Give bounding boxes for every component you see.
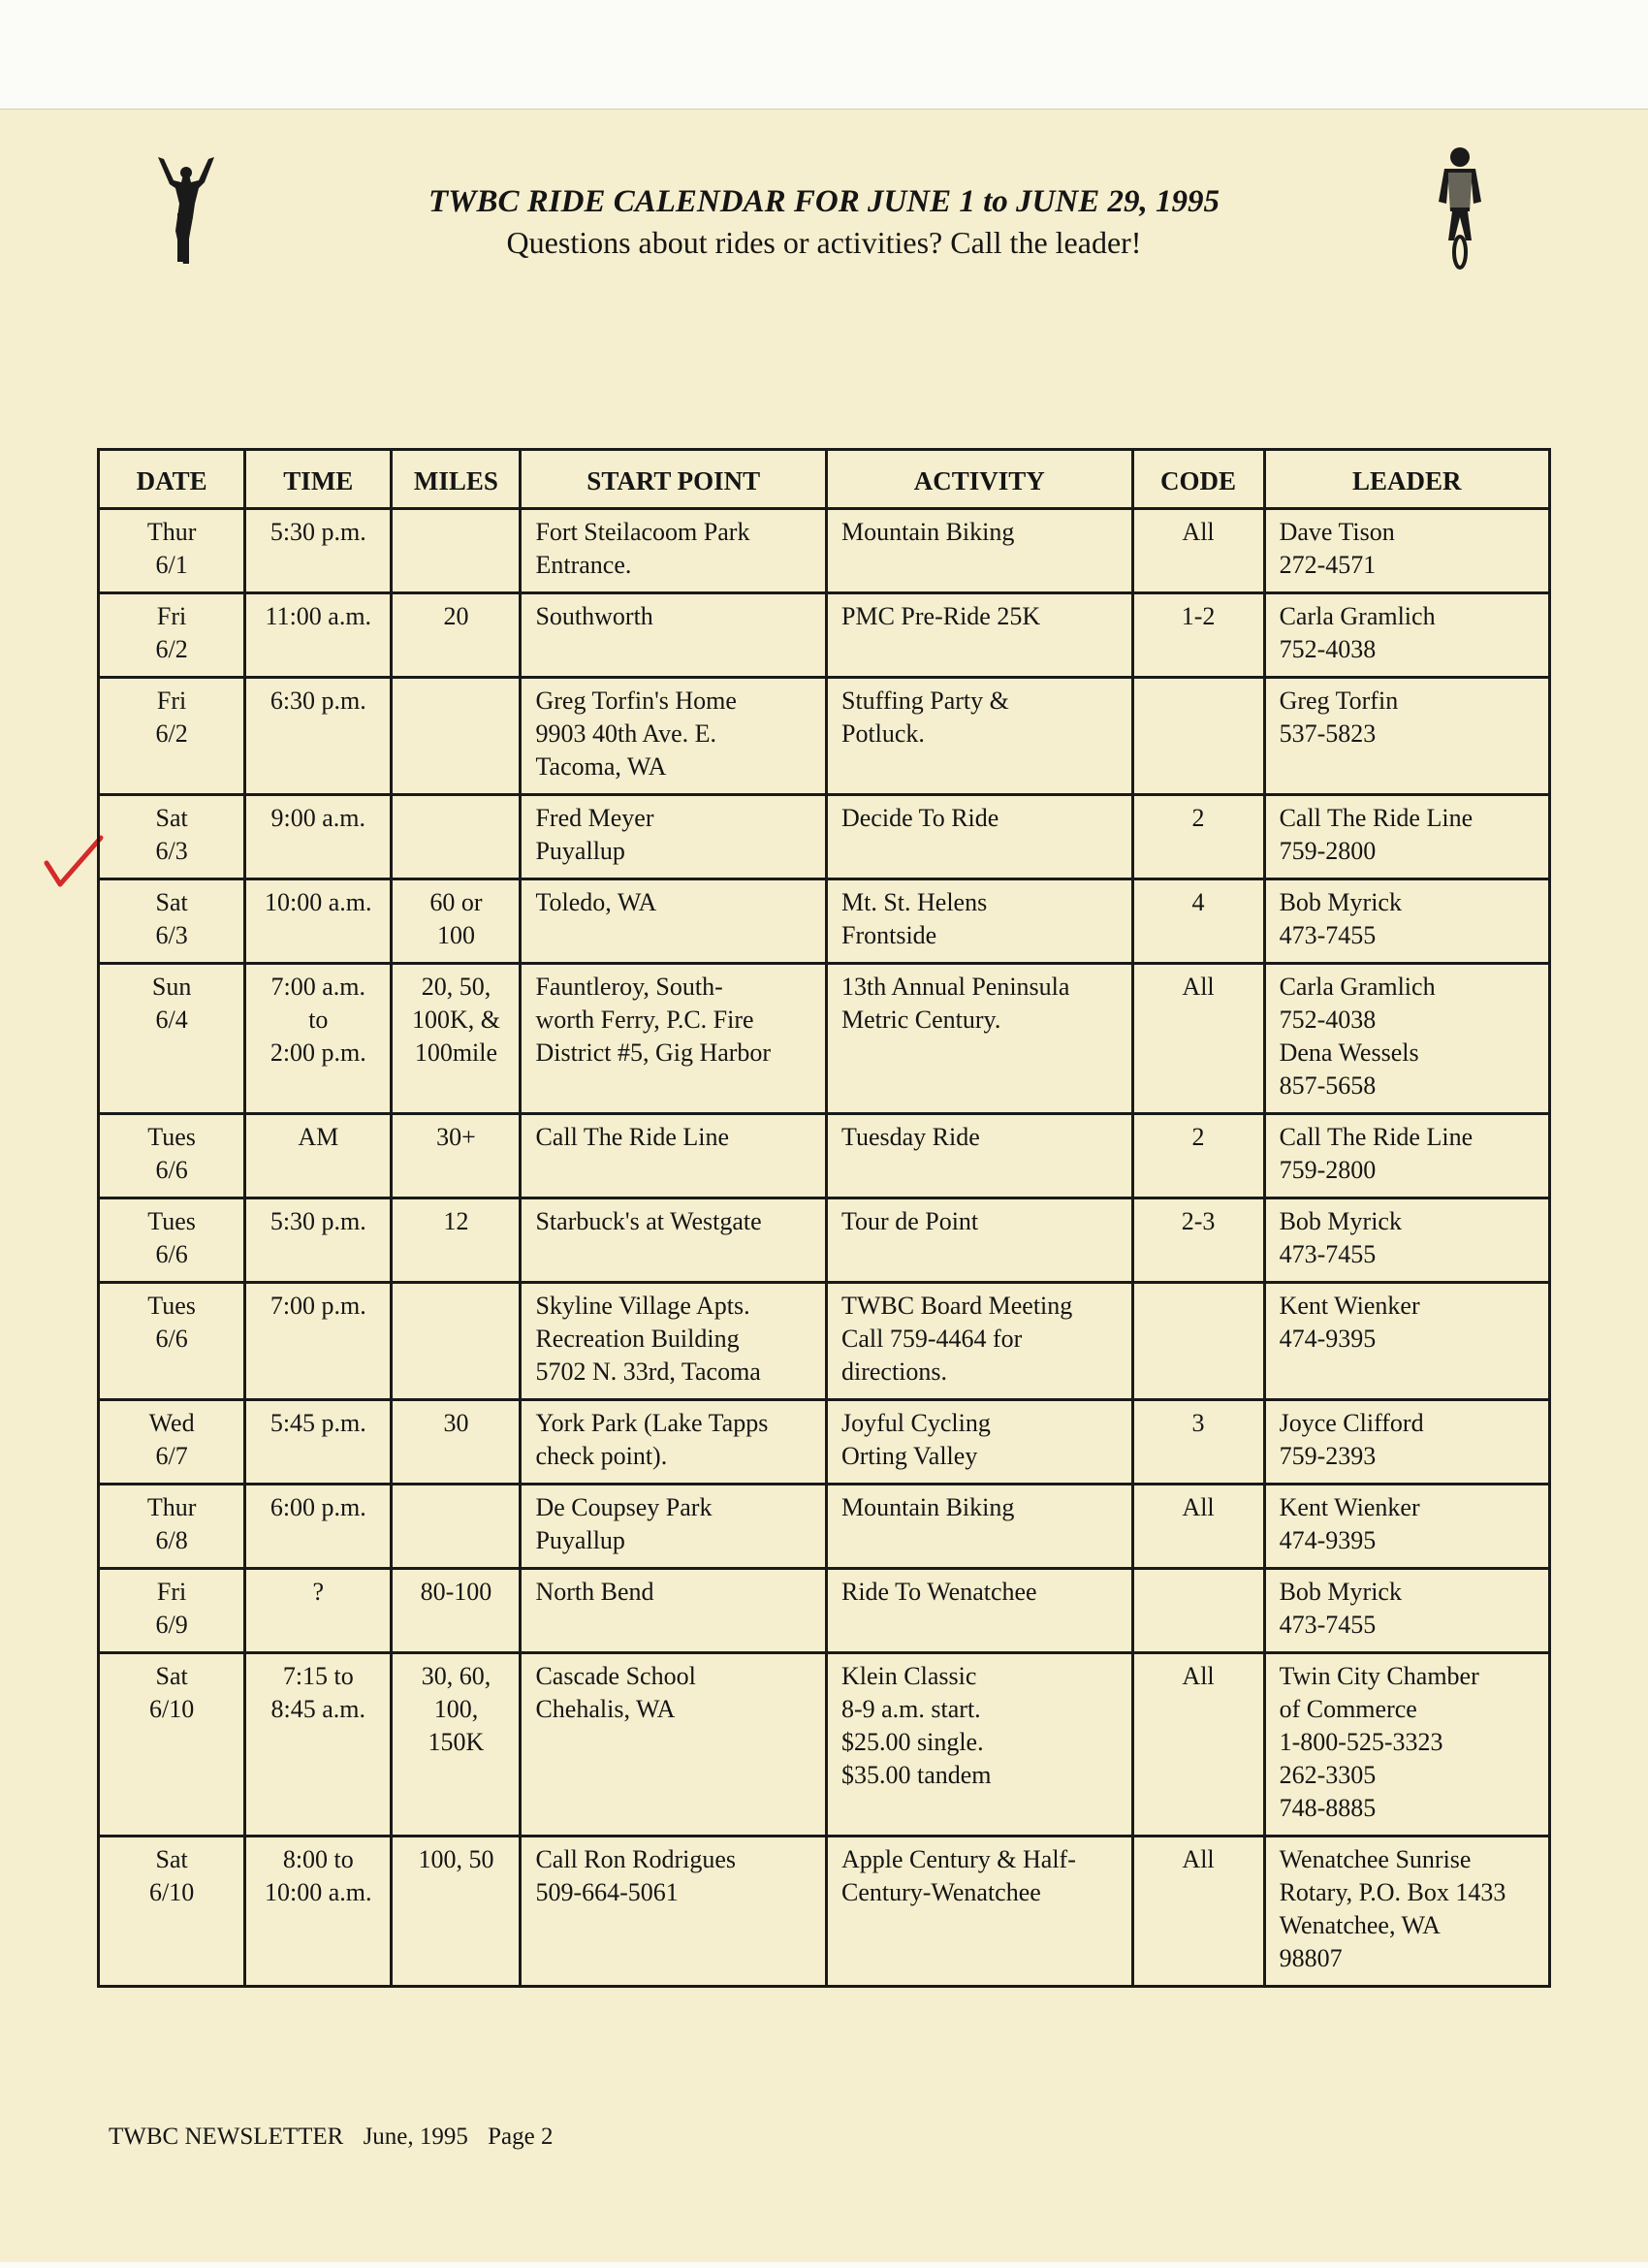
miles-cell <box>392 1114 521 1198</box>
activity-cell-line: Apple Century & Half- <box>840 1845 1076 1873</box>
table-row <box>99 1653 1550 1837</box>
date-cell <box>99 1569 245 1653</box>
start-point-cell <box>521 795 827 879</box>
leader-cell <box>1264 1569 1549 1653</box>
activity-cell-line: Century-Wenatchee <box>840 1878 1041 1906</box>
leader-cell-line: 752-4038 <box>1279 1006 1377 1034</box>
leader-cell-line: 748-8885 <box>1279 1794 1377 1822</box>
date-cell-line: Tues <box>147 1207 196 1235</box>
column-header-code: CODE <box>1132 450 1264 509</box>
leader-cell-line: 473-7455 <box>1279 1611 1377 1639</box>
miles-cell-line: 100 <box>436 921 475 949</box>
leader-cell-line: Carla Gramlich <box>1279 602 1436 630</box>
time-cell <box>245 678 392 795</box>
leader-cell-line: 752-4038 <box>1279 635 1377 663</box>
activity-cell <box>826 964 1132 1114</box>
column-header-date: DATE <box>99 450 245 509</box>
start-point-cell <box>521 1569 827 1653</box>
time-cell <box>245 1837 392 1987</box>
date-cell <box>99 1653 245 1837</box>
start-point-cell-line: Fort Steilacoom Park <box>535 518 750 546</box>
date-cell <box>99 964 245 1114</box>
start-point-cell <box>521 593 827 678</box>
start-point-cell <box>521 1114 827 1198</box>
column-header-miles: MILES <box>392 450 521 509</box>
date-cell-line: 6/4 <box>155 1006 188 1034</box>
activity-cell-line: Mountain Biking <box>840 1493 1015 1521</box>
leader-cell <box>1264 593 1549 678</box>
leader-cell-line: Dena Wessels <box>1279 1038 1419 1067</box>
date-cell-line: 6/1 <box>155 551 188 579</box>
start-point-cell-line: York Park (Lake Tapps <box>535 1409 769 1437</box>
miles-cell-line: 20, 50, <box>421 973 491 1001</box>
date-cell <box>99 1198 245 1283</box>
start-point-cell-line: 9903 40th Ave. E. <box>535 719 717 748</box>
leader-cell <box>1264 1283 1549 1400</box>
activity-cell-line: Metric Century. <box>840 1006 1001 1034</box>
activity-cell-line: 8-9 a.m. start. <box>840 1695 981 1723</box>
start-point-cell-line: Call Ron Rodrigues <box>535 1845 737 1873</box>
table-row <box>99 678 1550 795</box>
start-point-cell-line: Toledo, WA <box>535 888 657 916</box>
leader-cell <box>1264 1837 1549 1987</box>
leader-cell <box>1264 1485 1549 1569</box>
activity-cell <box>826 593 1132 678</box>
leader-cell <box>1264 879 1549 964</box>
miles-cell <box>392 1837 521 1987</box>
miles-cell-line: 30 <box>443 1409 469 1437</box>
time-cell <box>245 964 392 1114</box>
start-point-cell-line: Entrance. <box>535 551 632 579</box>
date-cell-line: 6/7 <box>155 1442 188 1470</box>
date-cell <box>99 1283 245 1400</box>
footer-publication: TWBC NEWSLETTER <box>109 2124 344 2150</box>
table-row <box>99 1400 1550 1485</box>
date-cell-line: Sat <box>155 1845 188 1873</box>
time-cell <box>245 1198 392 1283</box>
time-cell-line: 5:45 p.m. <box>269 1409 366 1437</box>
leader-cell-line: 474-9395 <box>1279 1526 1377 1554</box>
miles-cell <box>392 1485 521 1569</box>
date-cell-line: 6/10 <box>148 1878 195 1906</box>
date-cell-line: 6/9 <box>155 1611 188 1639</box>
miles-cell <box>392 509 521 593</box>
date-cell-line: 6/3 <box>155 921 188 949</box>
leader-cell-line: Greg Torfin <box>1279 687 1399 715</box>
miles-cell-line: 100, 50 <box>418 1845 494 1873</box>
code-cell: 2 <box>1132 795 1264 879</box>
code-cell: 1-2 <box>1132 593 1264 678</box>
column-header-leader: LEADER <box>1264 450 1549 509</box>
activity-cell-line: Decide To Ride <box>840 804 999 832</box>
page-title: TWBC RIDE CALENDAR FOR JUNE 1 to JUNE 29, 1995 <box>428 184 1220 219</box>
miles-cell <box>392 1569 521 1653</box>
activity-cell <box>826 1283 1132 1400</box>
date-cell-line: Thur <box>146 518 197 546</box>
code-cell: 3 <box>1132 1400 1264 1485</box>
code-cell: All <box>1132 509 1264 593</box>
leader-cell-line: Bob Myrick <box>1279 888 1402 916</box>
time-cell-line: 11:00 a.m. <box>265 602 372 630</box>
activity-cell-line: TWBC Board Meeting <box>840 1292 1073 1320</box>
date-cell <box>99 509 245 593</box>
cyclist-arms-raised-icon <box>150 155 220 270</box>
activity-cell <box>826 1837 1132 1987</box>
table-row <box>99 1198 1550 1283</box>
date-cell-line: Sun <box>151 973 192 1001</box>
time-cell-line: ? <box>312 1578 325 1606</box>
date-cell-line: 6/10 <box>148 1695 195 1723</box>
ride-calendar-table <box>97 448 1551 1988</box>
date-cell <box>99 879 245 964</box>
time-cell <box>245 879 392 964</box>
date-cell-line: 6/8 <box>155 1526 188 1554</box>
activity-cell-line: Orting Valley <box>840 1442 978 1470</box>
code-cell: 2-3 <box>1132 1198 1264 1283</box>
start-point-cell-line: Fauntleroy, South- <box>535 973 723 1001</box>
start-point-cell-line: District #5, Gig Harbor <box>535 1038 772 1067</box>
leader-cell-line: Carla Gramlich <box>1279 973 1436 1001</box>
time-cell-line: 2:00 p.m. <box>269 1038 366 1067</box>
date-cell-line: Fri <box>156 1578 187 1606</box>
activity-cell-line: PMC Pre-Ride 25K <box>840 602 1041 630</box>
code-cell: All <box>1132 1485 1264 1569</box>
miles-cell <box>392 1198 521 1283</box>
start-point-cell-line: Starbuck's at Westgate <box>535 1207 762 1235</box>
start-point-cell-line: Puyallup <box>535 837 625 865</box>
time-cell <box>245 1400 392 1485</box>
activity-cell-line: Call 759-4464 for <box>840 1325 1023 1353</box>
activity-cell-line: Joyful Cycling <box>840 1409 991 1437</box>
leader-cell-line: 262-3305 <box>1279 1761 1377 1789</box>
time-cell-line: AM <box>298 1123 339 1151</box>
cyclist-riding-icon <box>1425 144 1495 270</box>
time-cell <box>245 795 392 879</box>
time-cell <box>245 1485 392 1569</box>
date-cell <box>99 1114 245 1198</box>
column-header-time: TIME <box>245 450 392 509</box>
code-cell <box>1132 678 1264 795</box>
miles-cell-line: 100K, & <box>411 1006 500 1034</box>
start-point-cell-line: Recreation Building <box>535 1325 740 1353</box>
start-point-cell <box>521 879 827 964</box>
page-subtitle: Questions about rides or activities? Call the leader! <box>506 225 1142 260</box>
start-point-cell <box>521 1283 827 1400</box>
column-header-start-point: START POINT <box>521 450 827 509</box>
table-row <box>99 1569 1550 1653</box>
code-cell <box>1132 1283 1264 1400</box>
date-cell-line: Wed <box>148 1409 195 1437</box>
start-point-cell-line: Greg Torfin's Home <box>535 687 737 715</box>
leader-cell <box>1264 1400 1549 1485</box>
date-cell-line: Tues <box>147 1123 196 1151</box>
miles-cell-line: 30, 60, <box>421 1662 491 1690</box>
activity-cell-line: Stuffing Party & <box>840 687 1009 715</box>
table-header-row <box>99 450 1550 509</box>
date-cell-line: Thur <box>146 1493 197 1521</box>
table-row <box>99 1283 1550 1400</box>
page-footer <box>109 2124 567 2151</box>
activity-cell <box>826 1569 1132 1653</box>
date-cell <box>99 1485 245 1569</box>
table-row <box>99 879 1550 964</box>
miles-cell <box>392 795 521 879</box>
leader-cell <box>1264 678 1549 795</box>
start-point-cell <box>521 1485 827 1569</box>
code-cell: 2 <box>1132 1114 1264 1198</box>
time-cell-line: 7:00 p.m. <box>269 1292 366 1320</box>
time-cell <box>245 593 392 678</box>
start-point-cell-line: De Coupsey Park <box>535 1493 713 1521</box>
start-point-cell-line: Skyline Village Apts. <box>535 1292 750 1320</box>
activity-cell-line: Frontside <box>840 921 937 949</box>
leader-cell-line: 474-9395 <box>1279 1325 1377 1353</box>
time-cell <box>245 1114 392 1198</box>
activity-cell <box>826 1400 1132 1485</box>
start-point-cell-line: Call The Ride Line <box>535 1123 730 1151</box>
activity-cell <box>826 1653 1132 1837</box>
time-cell <box>245 1283 392 1400</box>
time-cell-line: 10:00 a.m. <box>265 888 372 916</box>
leader-cell-line: of Commerce <box>1279 1695 1417 1723</box>
leader-cell-line: 759-2800 <box>1279 1156 1377 1184</box>
table-body <box>99 509 1550 1987</box>
activity-cell <box>826 509 1132 593</box>
leader-cell-line: Kent Wienker <box>1279 1493 1420 1521</box>
activity-cell-line: Potluck. <box>840 719 925 748</box>
start-point-cell-line: worth Ferry, P.C. Fire <box>535 1006 754 1034</box>
code-cell: All <box>1132 1653 1264 1837</box>
leader-cell-line: Bob Myrick <box>1279 1578 1402 1606</box>
code-cell: All <box>1132 964 1264 1114</box>
date-cell-line: 6/6 <box>155 1156 188 1184</box>
activity-cell-line: Tuesday Ride <box>840 1123 980 1151</box>
start-point-cell <box>521 1837 827 1987</box>
activity-cell-line: Mt. St. Helens <box>840 888 988 916</box>
start-point-cell-line: Fred Meyer <box>535 804 654 832</box>
activity-cell-line: directions. <box>840 1358 948 1386</box>
leader-cell-line: Rotary, P.O. Box 1433 <box>1279 1878 1506 1906</box>
leader-cell-line: 759-2800 <box>1279 837 1377 865</box>
miles-cell <box>392 1653 521 1837</box>
miles-cell-line: 100, <box>433 1695 479 1723</box>
leader-cell <box>1264 1653 1549 1837</box>
time-cell-line: 10:00 a.m. <box>265 1878 372 1906</box>
activity-cell <box>826 795 1132 879</box>
activity-cell-line: Tour de Point <box>840 1207 979 1235</box>
date-cell-line: 6/6 <box>155 1240 188 1268</box>
start-point-cell <box>521 964 827 1114</box>
miles-cell-line: 20 <box>443 602 469 630</box>
start-point-cell <box>521 678 827 795</box>
table-row <box>99 795 1550 879</box>
leader-cell-line: Wenatchee, WA <box>1279 1911 1441 1939</box>
time-cell-line: 6:30 p.m. <box>269 687 366 715</box>
time-cell-line: 7:00 a.m. <box>270 973 366 1001</box>
miles-cell-line: 80-100 <box>420 1578 492 1606</box>
miles-cell <box>392 1283 521 1400</box>
date-cell-line: 6/3 <box>155 837 188 865</box>
leader-cell-line: 98807 <box>1279 1944 1343 1972</box>
table-row <box>99 509 1550 593</box>
leader-cell-line: Twin City Chamber <box>1279 1662 1479 1690</box>
table-row <box>99 1837 1550 1987</box>
date-cell-line: 6/6 <box>155 1325 188 1353</box>
code-cell: 4 <box>1132 879 1264 964</box>
date-cell-line: 6/2 <box>155 635 188 663</box>
miles-cell <box>392 678 521 795</box>
miles-cell <box>392 593 521 678</box>
date-cell-line: Sat <box>155 888 188 916</box>
leader-cell <box>1264 1198 1549 1283</box>
activity-cell-line: Mountain Biking <box>840 518 1015 546</box>
leader-cell-line: 473-7455 <box>1279 921 1377 949</box>
leader-cell-line: Dave Tison <box>1279 518 1395 546</box>
start-point-cell-line: Southworth <box>535 602 653 630</box>
date-cell <box>99 678 245 795</box>
leader-cell-line: 272-4571 <box>1279 551 1377 579</box>
date-cell-line: Tues <box>147 1292 196 1320</box>
table-row <box>99 964 1550 1114</box>
time-cell <box>245 1569 392 1653</box>
time-cell-line: 5:30 p.m. <box>269 1207 366 1235</box>
start-point-cell-line: Puyallup <box>535 1526 625 1554</box>
leader-cell-line: 537-5823 <box>1279 719 1377 748</box>
date-cell <box>99 1837 245 1987</box>
miles-cell-line: 30+ <box>436 1123 476 1151</box>
time-cell-line: 6:00 p.m. <box>269 1493 366 1521</box>
leader-cell <box>1264 795 1549 879</box>
activity-cell <box>826 1114 1132 1198</box>
time-cell <box>245 509 392 593</box>
leader-cell-line: Call The Ride Line <box>1279 1123 1474 1151</box>
start-point-cell-line: 5702 N. 33rd, Tacoma <box>535 1358 761 1386</box>
leader-cell-line: 759-2393 <box>1279 1442 1377 1470</box>
miles-cell-line: 60 or <box>429 888 483 916</box>
table-row <box>99 1114 1550 1198</box>
leader-cell <box>1264 964 1549 1114</box>
leader-cell-line: 857-5658 <box>1279 1071 1377 1100</box>
date-cell-line: Fri <box>156 602 187 630</box>
start-point-cell <box>521 1653 827 1837</box>
leader-cell <box>1264 1114 1549 1198</box>
footer-page-number: Page 2 <box>488 2124 554 2150</box>
miles-cell-line: 100mile <box>414 1038 498 1067</box>
time-cell-line: 9:00 a.m. <box>270 804 366 832</box>
activity-cell-line: Ride To Wenatchee <box>840 1578 1037 1606</box>
miles-cell <box>392 964 521 1114</box>
activity-cell <box>826 1485 1132 1569</box>
date-cell <box>99 795 245 879</box>
date-cell-line: Sat <box>155 804 188 832</box>
table-row <box>99 593 1550 678</box>
date-cell-line: Fri <box>156 687 187 715</box>
column-header-activity: ACTIVITY <box>826 450 1132 509</box>
start-point-cell-line: 509-664-5061 <box>535 1878 679 1906</box>
start-point-cell <box>521 509 827 593</box>
activity-cell <box>826 879 1132 964</box>
leader-cell-line: Joyce Clifford <box>1279 1409 1424 1437</box>
footer-issue: June, 1995 <box>363 2124 468 2150</box>
activity-cell-line: Klein Classic <box>840 1662 977 1690</box>
leader-cell-line: 1-800-525-3323 <box>1279 1728 1443 1756</box>
start-point-cell-line: Chehalis, WA <box>535 1695 676 1723</box>
time-cell <box>245 1653 392 1837</box>
activity-cell-line: $35.00 tandem <box>840 1761 992 1789</box>
table-row <box>99 1485 1550 1569</box>
date-cell <box>99 1400 245 1485</box>
time-cell-line: 5:30 p.m. <box>269 518 366 546</box>
start-point-cell <box>521 1400 827 1485</box>
leader-cell-line: Bob Myrick <box>1279 1207 1402 1235</box>
date-cell-line: 6/2 <box>155 719 188 748</box>
leader-cell-line: Kent Wienker <box>1279 1292 1420 1320</box>
leader-cell-line: 473-7455 <box>1279 1240 1377 1268</box>
start-point-cell-line: Tacoma, WA <box>535 752 667 781</box>
date-cell <box>99 593 245 678</box>
miles-cell <box>392 879 521 964</box>
activity-cell-line: 13th Annual Peninsula <box>840 973 1070 1001</box>
start-point-cell-line: check point). <box>535 1442 668 1470</box>
leader-cell-line: Call The Ride Line <box>1279 804 1474 832</box>
activity-cell <box>826 678 1132 795</box>
start-point-cell-line: North Bend <box>535 1578 654 1606</box>
time-cell-line: 8:45 a.m. <box>270 1695 366 1723</box>
start-point-cell-line: Cascade School <box>535 1662 696 1690</box>
leader-cell <box>1264 509 1549 593</box>
code-cell: All <box>1132 1837 1264 1987</box>
miles-cell <box>392 1400 521 1485</box>
start-point-cell <box>521 1198 827 1283</box>
miles-cell-line: 12 <box>443 1207 469 1235</box>
miles-cell-line: 150K <box>428 1728 485 1756</box>
activity-cell <box>826 1198 1132 1283</box>
leader-cell-line: Wenatchee Sunrise <box>1279 1845 1472 1873</box>
activity-cell-line: $25.00 single. <box>840 1728 984 1756</box>
code-cell <box>1132 1569 1264 1653</box>
time-cell-line: to <box>308 1006 329 1034</box>
time-cell-line: 7:15 to <box>282 1662 354 1690</box>
time-cell-line: 8:00 to <box>282 1845 354 1873</box>
date-cell-line: Sat <box>155 1662 188 1690</box>
